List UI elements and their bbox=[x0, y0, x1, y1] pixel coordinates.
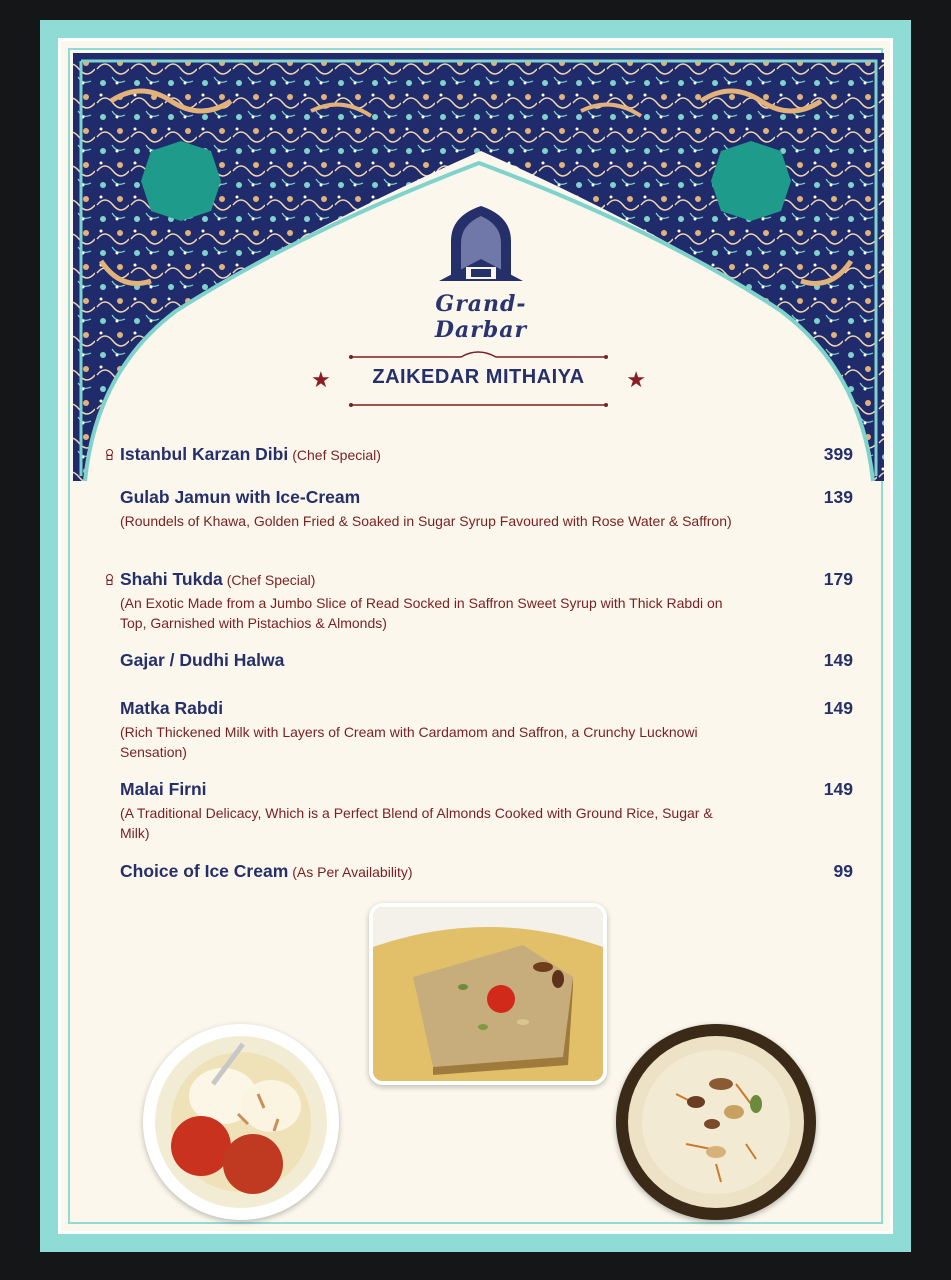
menu-item bbox=[120, 569, 853, 633]
item-description: (A Traditional Delicacy, Which is a Perfect Blend of Almonds Cooked with Ground Rice, Sugar & Milk) bbox=[120, 805, 713, 841]
menu-item bbox=[120, 779, 853, 843]
item-description: (Rich Thickened Milk with Layers of Cream with Cardamom and Saffron, a Crunchy Lucknowi Sensation) bbox=[120, 724, 698, 760]
item-price: 99 bbox=[833, 861, 853, 881]
menu-item bbox=[120, 698, 853, 762]
item-note: (As Per Availability) bbox=[292, 864, 413, 880]
item-name: Choice of Ice Cream bbox=[120, 861, 289, 881]
chef-hat-icon bbox=[105, 574, 114, 586]
item-price: 179 bbox=[823, 569, 853, 589]
menu-page bbox=[40, 20, 911, 1252]
chef-hat-icon bbox=[105, 449, 114, 461]
item-price: 149 bbox=[823, 650, 853, 670]
menu-panel bbox=[58, 38, 893, 1234]
star-icon: ★ bbox=[626, 367, 646, 392]
menu-item bbox=[120, 861, 853, 885]
item-name: Gajar / Dudhi Halwa bbox=[120, 650, 285, 670]
item-price: 149 bbox=[823, 779, 853, 799]
shahi-tukda-photo bbox=[369, 903, 607, 1085]
section-header bbox=[311, 351, 646, 411]
menu-item bbox=[120, 650, 853, 674]
restaurant-logo bbox=[391, 201, 571, 343]
gulab-jamun-photo bbox=[143, 1024, 339, 1220]
section-title: ZAIKEDAR MITHAIYA bbox=[372, 366, 585, 388]
item-note: (Chef Special) bbox=[292, 447, 381, 463]
dome-logo-icon bbox=[391, 201, 571, 291]
item-description: (An Exotic Made from a Jumbo Slice of Read Socked in Saffron Sweet Syrup with Thick Rabdi on Top, Garnished with Pistachios & Almonds) bbox=[120, 595, 723, 631]
star-icon: ★ bbox=[311, 367, 331, 392]
item-description: (Roundels of Khawa, Golden Fried & Soaked in Sugar Syrup Favoured with Rose Water & Saffron) bbox=[120, 513, 732, 529]
menu-item bbox=[120, 444, 853, 468]
restaurant-name: Grand-Darbar bbox=[434, 291, 528, 343]
item-note: (Chef Special) bbox=[226, 572, 316, 588]
item-name: Shahi Tukda bbox=[120, 569, 223, 589]
item-price: 399 bbox=[823, 444, 853, 464]
item-name: Malai Firni bbox=[120, 779, 207, 799]
malai-firni-photo bbox=[616, 1024, 816, 1220]
item-price: 149 bbox=[823, 698, 853, 718]
item-name: Gulab Jamun with Ice-Cream bbox=[120, 487, 361, 507]
item-name: Istanbul Karzan Dibi bbox=[120, 444, 289, 464]
item-name: Matka Rabdi bbox=[120, 698, 224, 718]
menu-item bbox=[120, 487, 853, 531]
item-price: 139 bbox=[823, 487, 853, 507]
